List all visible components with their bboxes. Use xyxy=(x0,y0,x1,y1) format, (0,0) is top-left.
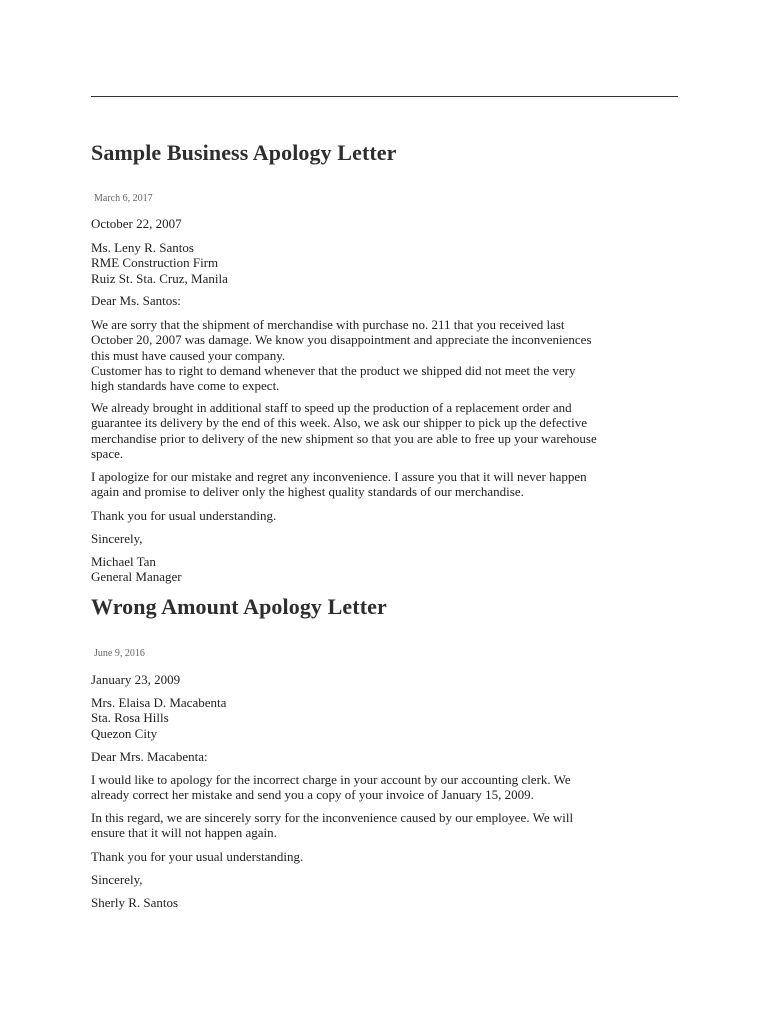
letter-2-paragraph-3 xyxy=(91,849,691,864)
paragraph-line: high standards have come to expect. xyxy=(91,378,280,394)
letter-1-salutation: Dear Ms. Santos: xyxy=(91,293,181,308)
top-divider xyxy=(91,96,678,97)
paragraph-line: merchandise prior to delivery of the new shipment so that you are able to free up your warehouse xyxy=(91,430,597,446)
paragraph-line: already correct her mistake and send you a copy of your invoice of January 15, 2009. xyxy=(91,787,534,803)
address-line: RME Construction Firm xyxy=(91,255,219,271)
letter-2-signature xyxy=(91,895,691,910)
paragraph-line: this must have caused your company. xyxy=(91,347,286,363)
address-line: Ms. Leny R. Santos xyxy=(91,240,194,255)
letter-2-closing: Sincerely, xyxy=(91,872,143,887)
letter-2-address xyxy=(91,695,691,741)
paragraph-line: We are sorry that the shipment of merchandise with purchase no. 211 that you received last xyxy=(91,317,565,332)
paragraph-line: In this regard, we are sincerely sorry for the inconvenience caused by our employee. We will xyxy=(91,810,574,825)
paragraph-line: I apologize for our mistake and regret any inconvenience. I assure you that it will never happen xyxy=(91,469,587,484)
signature-name: Michael Tan xyxy=(91,554,156,569)
letter-1-heading: Sample Business Apology Letter xyxy=(91,140,397,165)
letter-2-paragraph-1 xyxy=(91,772,691,803)
signature-title: General Manager xyxy=(91,569,182,585)
letter-1-date: October 22, 2007 xyxy=(91,216,182,231)
letter-2-salutation: Dear Mrs. Macabenta: xyxy=(91,749,208,764)
letter-2-posted-date: June 9, 2016 xyxy=(94,648,145,659)
paragraph-line: Customer has to right to demand whenever that the product we shipped did not meet the very xyxy=(91,362,576,378)
paragraph-line: Thank you for usual understanding. xyxy=(91,508,277,523)
letter-1-signature xyxy=(91,554,691,585)
letter-1-paragraph-3 xyxy=(91,469,691,500)
paragraph-line: space. xyxy=(91,445,124,461)
paragraph-line: I would like to apology for the incorrect charge in your account by our accounting clerk. We xyxy=(91,772,571,787)
paragraph-line: ensure that it will not happen again. xyxy=(91,825,277,841)
letter-1-posted-date: March 6, 2017 xyxy=(94,193,153,204)
paragraph-line: Thank you for your usual understanding. xyxy=(91,849,304,864)
letter-1-address xyxy=(91,240,691,286)
letter-2-heading: Wrong Amount Apology Letter xyxy=(91,594,387,619)
paragraph-line: guarantee its delivery by the end of this week. Also, we ask our shipper to pick up the defective xyxy=(91,415,588,431)
signature-name: Sherly R. Santos xyxy=(91,895,179,910)
paragraph-line: October 20, 2007 was damage. We know you disappointment and appreciate the inconveniences xyxy=(91,332,592,348)
paragraph-line: again and promise to deliver only the highest quality standards of our merchandise. xyxy=(91,484,524,500)
letter-1-paragraph-2 xyxy=(91,400,691,461)
address-line: Quezon City xyxy=(91,725,158,741)
address-line: Mrs. Elaisa D. Macabenta xyxy=(91,695,227,710)
address-line: Sta. Rosa Hills xyxy=(91,710,169,726)
letter-1-closing: Sincerely, xyxy=(91,531,143,546)
letter-1-paragraph-1 xyxy=(91,317,691,393)
paragraph-line: We already brought in additional staff to speed up the production of a replacement order and xyxy=(91,400,572,415)
letter-2-date: January 23, 2009 xyxy=(91,672,181,687)
address-line: Ruiz St. Sta. Cruz, Manila xyxy=(91,270,228,286)
letter-2-paragraph-2 xyxy=(91,810,691,841)
letter-1-paragraph-4 xyxy=(91,508,691,523)
